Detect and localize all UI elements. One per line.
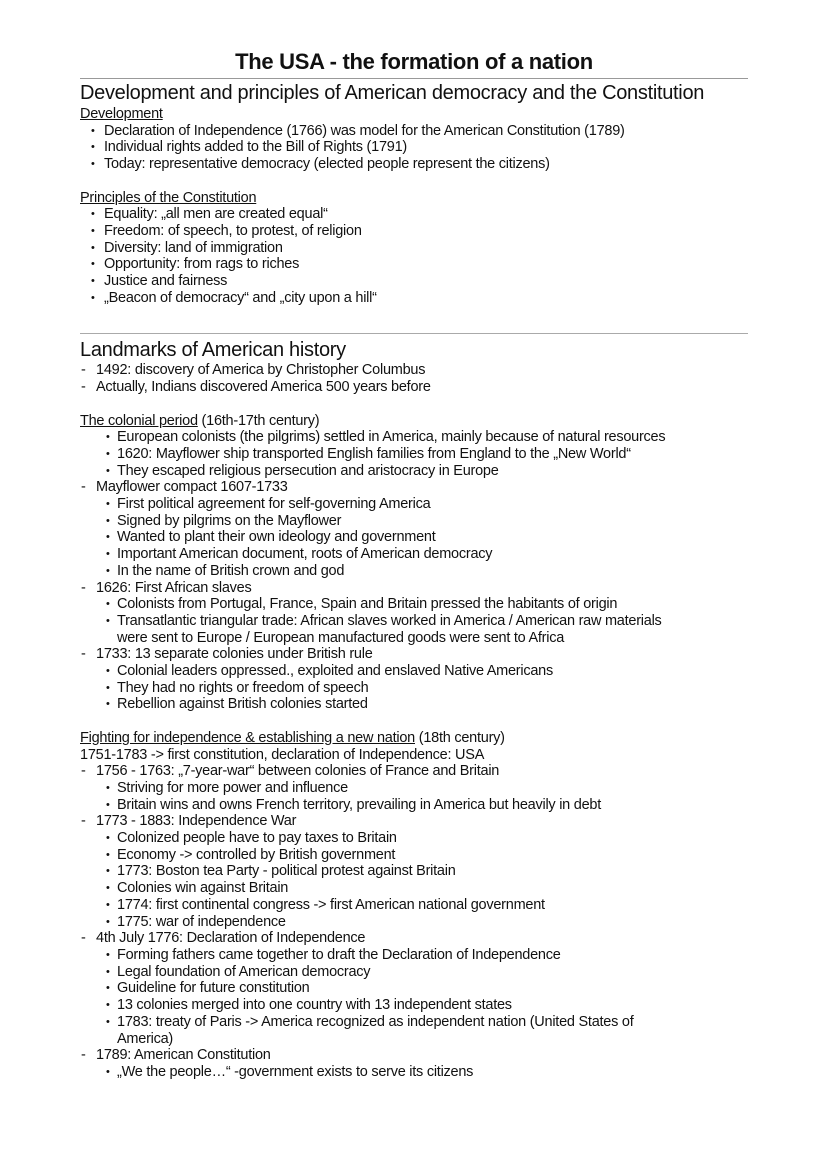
- bullet-item: • „We the people…“ -government exists to serve its citizens: [80, 1064, 748, 1081]
- blank-line: [80, 396, 748, 413]
- bullet-item: • 1620: Mayflower ship transported English families from England to the „New World“: [80, 446, 748, 463]
- bullet-item: • Freedom: of speech, to protest, of religion: [80, 223, 748, 240]
- dash-item: - 1756 - 1763: „7-year-war“ between colonies of France and Britain: [80, 763, 748, 780]
- bullet-item: • Britain wins and owns French territory, prevailing in America but heavily in debt: [80, 797, 748, 814]
- bullet-continuation: America): [117, 1030, 174, 1047]
- bullet-item: • Colonists from Portugal, France, Spain and Britain pressed the habitants of origin: [80, 596, 748, 613]
- subheading: [80, 413, 748, 430]
- dash-item: - 1789: American Constitution: [80, 1047, 748, 1064]
- bullet-item: • Opportunity: from rags to riches: [80, 256, 748, 273]
- bullet-item: • Wanted to plant their own ideology and government: [80, 529, 748, 546]
- subheading-title: Fighting for independence & establishing a new nation: [80, 729, 415, 746]
- paragraph: 1751-1783 -> first constitution, declaration of Independence: USA: [80, 746, 485, 763]
- bullet-item: • Forming fathers came together to draft the Declaration of Independence: [80, 947, 748, 964]
- bullet-item: • Legal foundation of American democracy: [80, 964, 748, 981]
- bullet-continuation: were sent to Europe / European manufactured goods were sent to Africa: [117, 629, 565, 646]
- subheading-title: Principles of the Constitution: [80, 189, 257, 206]
- subheading-period: (16th-17th century): [197, 412, 320, 429]
- bullet-item: • They escaped religious persecution and aristocracy in Europe: [80, 463, 748, 480]
- dash-item: - Actually, Indians discovered America 500 years before: [80, 379, 748, 396]
- subheading-period: (18th century): [415, 729, 505, 746]
- bullet-item: • Transatlantic triangular trade: African slaves worked in America / American raw materials: [80, 613, 748, 630]
- section-body: [80, 362, 748, 1080]
- subheading: [80, 190, 748, 207]
- blank-line: [80, 713, 748, 730]
- bullet-item: • Individual rights added to the Bill of Rights (1791): [80, 139, 748, 156]
- dash-item: - 4th July 1776: Declaration of Independence: [80, 930, 748, 947]
- bullet-item: • 1773: Boston tea Party - political protest against Britain: [80, 863, 748, 880]
- bullet-item: • Important American document, roots of American democracy: [80, 546, 748, 563]
- bullet-item: • Striving for more power and influence: [80, 780, 748, 797]
- section-democracy: [80, 79, 748, 306]
- subheading: [80, 106, 748, 123]
- bullet-item: • Today: representative democracy (elected people represent the citizens): [80, 156, 748, 173]
- section-landmarks: [80, 336, 748, 1080]
- bullet-item: • In the name of British crown and god: [80, 563, 748, 580]
- bullet-item: • They had no rights or freedom of speech: [80, 680, 748, 697]
- bullet-item: • 1783: treaty of Paris -> America recognized as independent nation (United States of: [80, 1014, 748, 1031]
- bullet-item: • Equality: „all men are created equal“: [80, 206, 748, 223]
- bullet-item: • 1774: first continental congress -> first American national government: [80, 897, 748, 914]
- bullet-item: • „Beacon of democracy“ and „city upon a hill“: [80, 290, 748, 307]
- bullet-item: • Economy -> controlled by British government: [80, 847, 748, 864]
- bullet-item: • Colonial leaders oppressed., exploited and enslaved Native Americans: [80, 663, 748, 680]
- section-divider: [80, 333, 748, 334]
- section-body: [80, 106, 748, 306]
- bullet-item: • 13 colonies merged into one country with 13 independent states: [80, 997, 748, 1014]
- dash-item: - 1626: First African slaves: [80, 580, 748, 597]
- bullet-item: • First political agreement for self-governing America: [80, 496, 748, 513]
- bullet-item: • 1775: war of independence: [80, 914, 748, 931]
- dash-item: - 1773 - 1883: Independence War: [80, 813, 748, 830]
- dash-item: - 1733: 13 separate colonies under British rule: [80, 646, 748, 663]
- document-page: [80, 48, 748, 1081]
- bullet-item: • Signed by pilgrims on the Mayflower: [80, 513, 748, 530]
- document-title: The USA - the formation of a nation: [235, 49, 593, 74]
- subheading-title: The colonial period: [80, 412, 198, 429]
- bullet-item: • Colonized people have to pay taxes to Britain: [80, 830, 748, 847]
- bullet-item: • Guideline for future constitution: [80, 980, 748, 997]
- subheading: [80, 730, 748, 747]
- bullet-item: • Colonies win against Britain: [80, 880, 748, 897]
- bullet-item: • European colonists (the pilgrims) settled in America, mainly because of natural resources: [80, 429, 748, 446]
- bullet-item: • Rebellion against British colonies started: [80, 696, 748, 713]
- dash-item: - Mayflower compact 1607-1733: [80, 479, 748, 496]
- blank-line: [80, 173, 748, 190]
- bullet-item: • Justice and fairness: [80, 273, 748, 290]
- section-heading: Development and principles of American democracy and the Constitution: [80, 82, 705, 104]
- dash-item: - 1492: discovery of America by Christopher Columbus: [80, 362, 748, 379]
- subheading-title: Development: [80, 106, 163, 122]
- section-heading: Landmarks of American history: [80, 339, 346, 362]
- bullet-item: • Diversity: land of immigration: [80, 240, 748, 257]
- bullet-item: • Declaration of Independence (1766) was model for the American Constitution (1789): [80, 123, 748, 140]
